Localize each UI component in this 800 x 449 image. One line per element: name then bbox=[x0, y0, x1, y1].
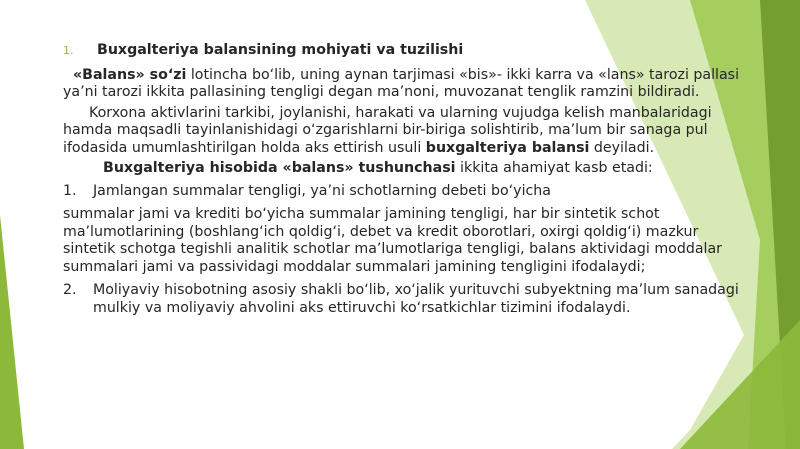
balans-tushunchasi-term: Buxgalteriya hisobida «balans» tushunchasi bbox=[103, 160, 456, 176]
paragraph-text: summalar jami va krediti bo‘yicha summalar jamining tengligi, har bir sintetik schot ma’lumotlarining (boshlang‘ich qoldig‘i, debet va kredit oborotlari, oxirgi qoldig‘i) mazkur sintetik schotga tegishli analitik schotlar ma’lumotlariga tengligi, balans aktividagi moddalar summalari jami va passividagi moddalar summalari jamining tengligini ifodalaydi; bbox=[63, 206, 722, 275]
paragraph-tail: deyiladi. bbox=[589, 139, 655, 156]
list-item-1 bbox=[63, 183, 743, 201]
paragraph-summalar bbox=[63, 206, 743, 276]
paragraph-text: lotincha bo‘lib, uning aynan tarjimasi «bis»- ikki karra va «lans» tarozi pallasi ya’ni tarozi ikkita pallasining tengligi degan ma’noni, muvozanat tenglik ramzini bildiradi. bbox=[63, 66, 740, 100]
section-heading bbox=[63, 42, 743, 60]
paragraph-text: ikkita ahamiyat kasb etadi: bbox=[455, 160, 653, 176]
list-item-number: 2. bbox=[63, 282, 77, 298]
balans-term: «Balans» so‘zi bbox=[73, 66, 187, 83]
paragraph-two-meanings bbox=[63, 160, 743, 178]
left-accent-shape bbox=[0, 215, 24, 449]
paragraph-buxgalteriya-balansi bbox=[63, 105, 743, 158]
paragraph-text: Korxona aktivlarini tarkibi, joylanishi, harakati va ularning vujudga kelish manbalaridagi hamda maqsadli tayinlanishidagi o‘zgarishlarni bir-biriga solishtirib, ma’lum bir sanaga pul ifodasida umumlashtirilgan holda aks ettirish usuli bbox=[63, 104, 712, 156]
list-item-text: Moliyaviy hisobotning asosiy shakli bo‘lib, xo‘jalik yurituvchi subyektning ma’lum sanadagi mulkiy va moliyaviy ahvolini aks ettiruvchi ko‘rsatkichlar tizimini ifodalaydi. bbox=[93, 282, 739, 316]
list-item-text: Jamlangan summalar tengligi, ya’ni schotlarning debeti bo‘yicha bbox=[93, 182, 551, 199]
heading-number: 1. bbox=[63, 44, 74, 57]
list-item-number: 1. bbox=[63, 182, 77, 199]
buxgalteriya-balansi-term: buxgalteriya balansi bbox=[425, 139, 590, 156]
slide-content bbox=[63, 42, 743, 323]
paragraph-balans-definition bbox=[63, 67, 743, 102]
list-item-2 bbox=[63, 282, 743, 317]
heading-title: Buxgalteriya balansining mohiyati va tuzilishi bbox=[97, 42, 464, 58]
